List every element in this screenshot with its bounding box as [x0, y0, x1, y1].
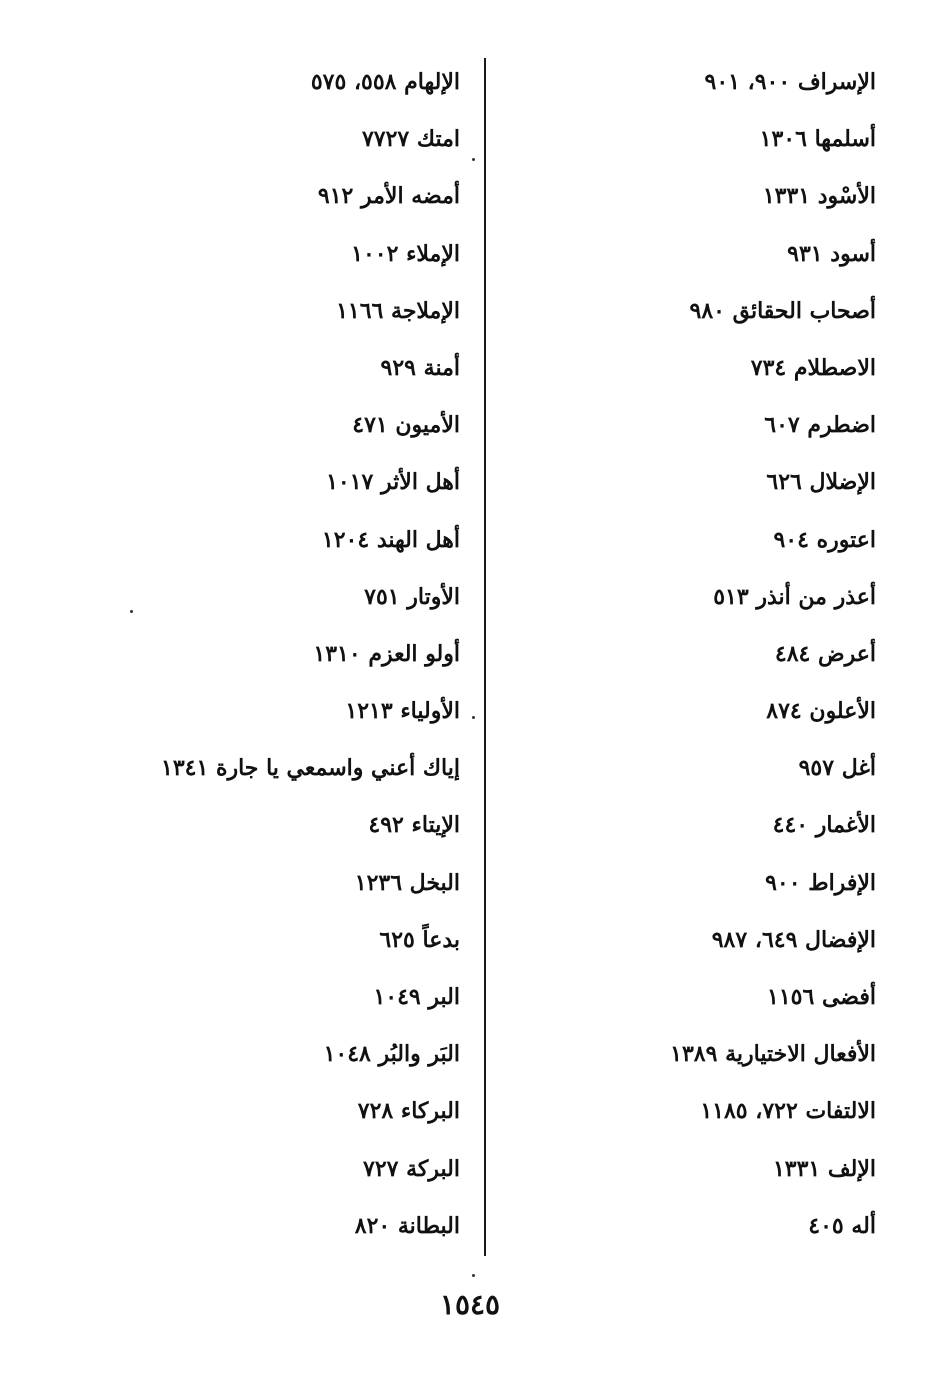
- index-entry: الإلهام ٥٥٨، ٥٧٥: [310, 69, 460, 95]
- index-entry: أولو العزم ١٣١٠: [313, 640, 460, 667]
- index-entry: الإملاجة ١١٦٦: [336, 297, 460, 324]
- index-entry: البر ١٠٤٩: [373, 984, 460, 1010]
- ink-speck: [130, 610, 133, 613]
- index-entry: البخل ١٢٣٦: [354, 869, 460, 896]
- index-entry: الإفضال ٦٤٩، ٩٨٧: [711, 926, 876, 953]
- index-column-right: [456, 58, 876, 1259]
- column-divider: [484, 58, 486, 1256]
- index-entry: أسود ٩٣١: [787, 240, 876, 267]
- index-entry: أسلمها ١٣٠٦: [759, 126, 876, 153]
- index-entry: اضطرم ٦٠٧: [764, 412, 876, 439]
- index-entry: البركاء ٧٢٨: [357, 1098, 460, 1125]
- index-entry: أصحاب الحقائق ٩٨٠: [689, 297, 876, 324]
- ink-speck: [472, 1274, 475, 1277]
- index-entry: الإضلال ٦٢٦: [766, 469, 876, 496]
- index-entry: أفضى ١١٥٦: [767, 984, 876, 1010]
- index-entry: أهل الأثر ١٠١٧: [326, 469, 460, 496]
- index-entry: الاصطلام ٧٣٤: [750, 354, 876, 381]
- index-entry: البَر والبُر ١٠٤٨: [323, 1041, 460, 1068]
- index-entry: الأغمار ٤٤٠: [772, 812, 876, 839]
- index-column-left: [40, 58, 460, 1259]
- index-entry: اعتوره ٩٠٤: [773, 526, 876, 553]
- index-entry: أمضه الأمر ٩١٢: [317, 183, 460, 210]
- index-entry: الأولياء ١٢١٣: [345, 698, 460, 725]
- index-entry: الإفراط ٩٠٠: [765, 869, 876, 896]
- page-number: ١٥٤٥: [439, 1288, 501, 1321]
- index-entry: أعرض ٤٨٤: [774, 640, 876, 667]
- index-entry: أمنة ٩٢٩: [380, 354, 460, 381]
- index-entry: أعذر من أنذر ٥١٣: [713, 583, 876, 610]
- index-entry: الإسراف ٩٠٠، ٩٠١: [704, 69, 876, 95]
- index-entry: بدعاً ٦٢٥: [379, 926, 460, 953]
- index-entry: أله ٤٠٥: [808, 1212, 876, 1239]
- index-entry: أغل ٩٥٧: [798, 755, 876, 782]
- index-entry: إياك أعني واسمعي يا جارة ١٣٤١: [161, 755, 460, 782]
- index-entry: الأميون ٤٧١: [352, 412, 460, 439]
- index-entry: الإيتاء ٤٩٢: [368, 812, 460, 839]
- index-entry: البركة ٧٢٧: [363, 1155, 460, 1182]
- index-entry: الأعلون ٨٧٤: [766, 698, 876, 725]
- index-entry: الإملاء ١٠٠٢: [351, 240, 460, 267]
- index-entry: الأفعال الاختيارية ١٣٨٩: [670, 1041, 876, 1068]
- index-entry: أهل الهند ١٢٠٤: [321, 526, 460, 553]
- ink-speck: [472, 716, 475, 719]
- index-entry: امتك ٧٧٢٧: [361, 126, 460, 153]
- ink-speck: [472, 158, 475, 161]
- index-entry: الأسْود ١٣٣١: [762, 183, 876, 210]
- index-entry: الإلف ١٣٣١: [772, 1155, 876, 1182]
- index-entry: البطانة ٨٢٠: [354, 1212, 460, 1239]
- index-entry: الالتفات ٧٢٢، ١١٨٥: [700, 1098, 876, 1125]
- index-entry: الأوتار ٧٥١: [364, 583, 460, 610]
